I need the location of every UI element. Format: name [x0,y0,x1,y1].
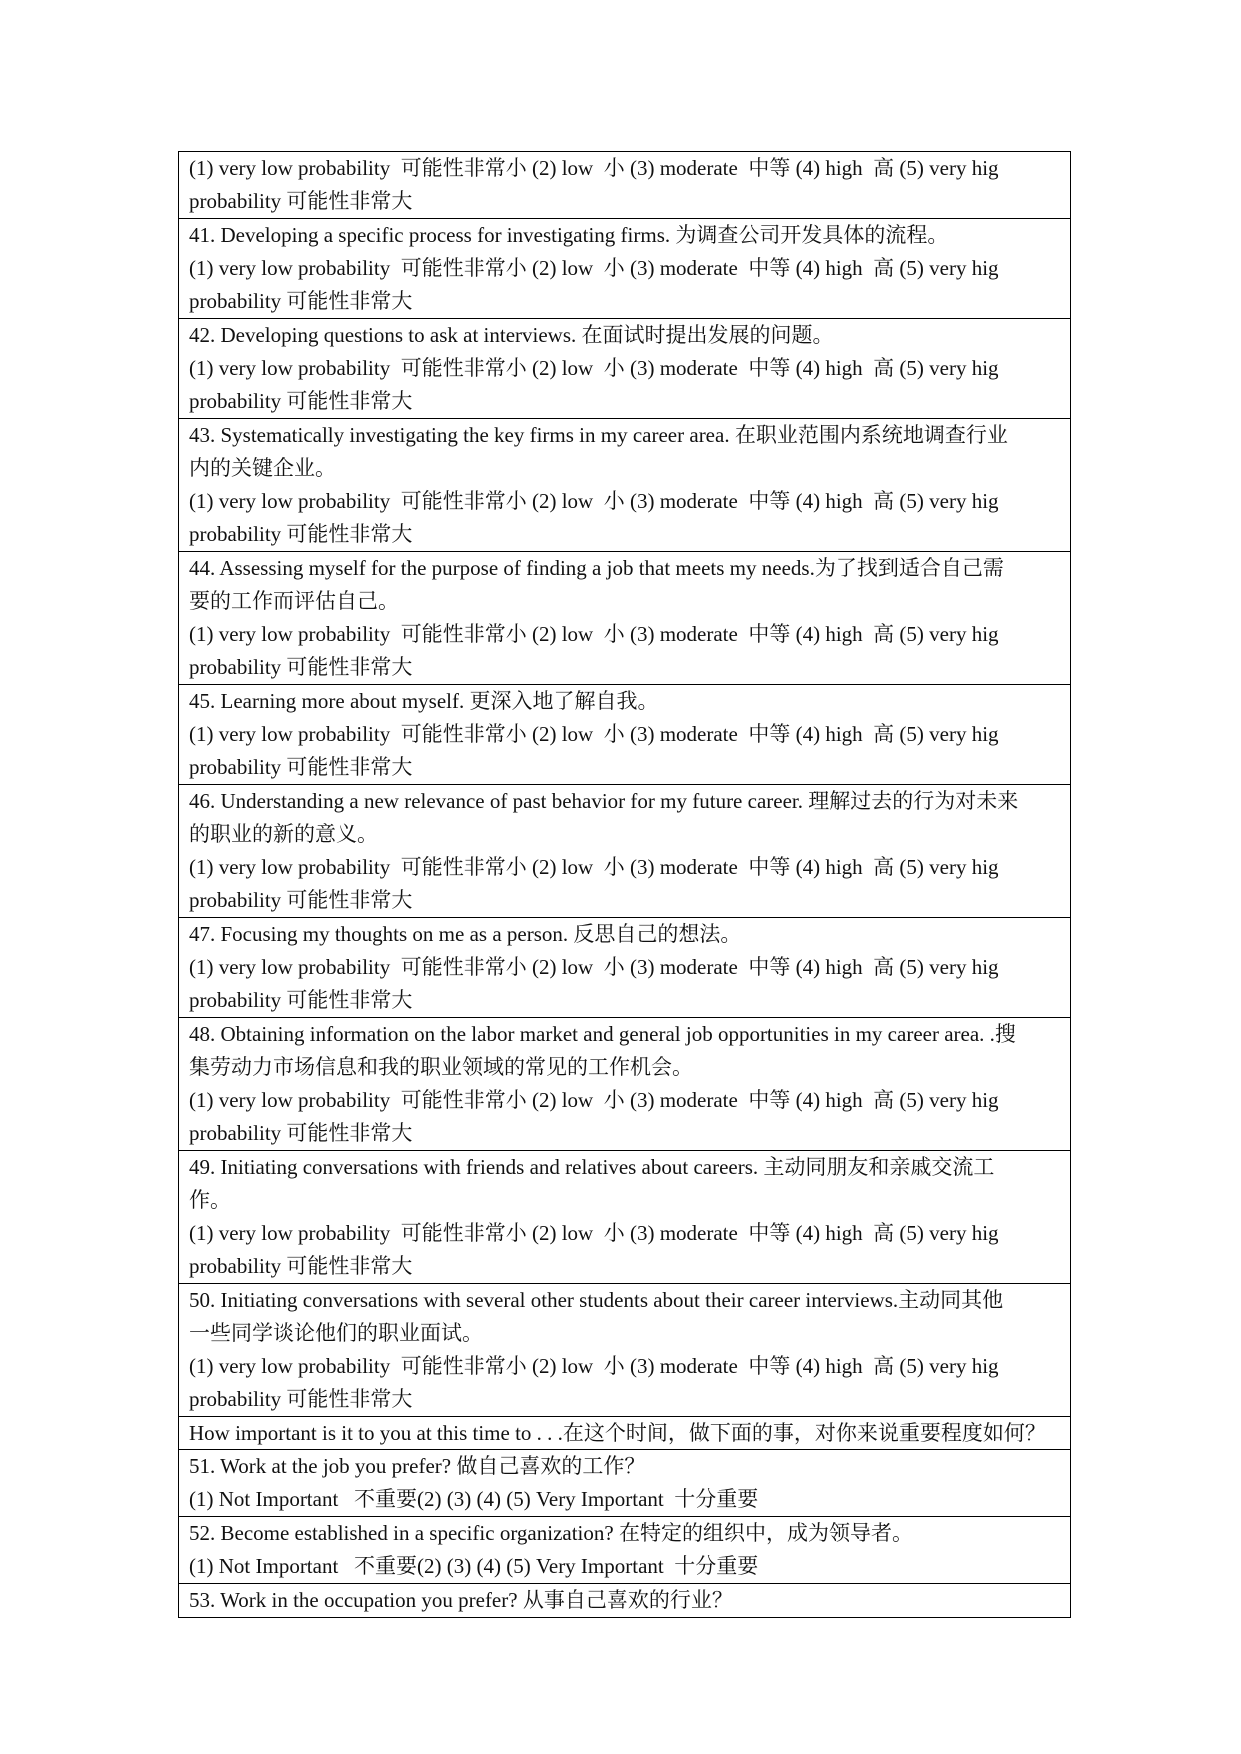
answer-scale-row-40 [179,152,1070,219]
question-43 [179,419,1070,552]
scale-options-cont: probability 可能性非常大 [189,655,413,679]
section-heading-text: How important is it to you at this time to . . .在这个时间，做下面的事，对你来说重要程度如何？ [189,1421,1046,1445]
scale-options: (1) very low probability 可能性非常小 (2) low 小 (3) moderate 中等 (4) high 高 (5) very hig [189,356,999,380]
question-text: 41. Developing a specific process for investigating firms. 为调查公司开发具体的流程。 [189,223,949,247]
question-text: 53. Work in the occupation you prefer? 从事自己喜欢的行业？ [189,1588,733,1612]
scale-options-cont: probability 可能性非常大 [189,1121,413,1145]
importance-options: (1) Not Important 不重要(2) (3) (4) (5) Very Important 十分重要 [189,1554,759,1578]
scale-options-cont: probability 可能性非常大 [189,755,413,779]
question-text: 44. Assessing myself for the purpose of finding a job that meets my needs.为了找到适合自己需 [189,556,1004,580]
scale-options-cont: probability 可能性非常大 [189,1254,413,1278]
scale-options-cont: probability 可能性非常大 [189,1387,413,1411]
scale-options-cont: probability 可能性非常大 [189,988,413,1012]
question-44 [179,552,1070,685]
question-text: 46. Understanding a new relevance of past behavior for my future career. 理解过去的行为对未来 [189,789,1019,813]
question-42 [179,319,1070,419]
questionnaire-table [178,151,1071,1618]
scale-options: (1) very low probability 可能性非常小 (2) low 小 (3) moderate 中等 (4) high 高 (5) very hig [189,855,999,879]
question-text-cont: 内的关键企业。 [189,456,336,480]
question-47 [179,918,1070,1018]
question-text: 50. Initiating conversations with several other students about their career interviews.主动同其他 [189,1288,1004,1312]
question-48 [179,1018,1070,1151]
scale-options: (1) very low probability 可能性非常小 (2) low 小 (3) moderate 中等 (4) high 高 (5) very hig [189,722,999,746]
question-text: 47. Focusing my thoughts on me as a person. 反思自己的想法。 [189,922,742,946]
question-text: 42. Developing questions to ask at interviews. 在面试时提出发展的问题。 [189,323,834,347]
scale-options-cont: probability 可能性非常大 [189,389,413,413]
question-text-cont: 的职业的新的意义。 [189,822,378,846]
importance-options: (1) Not Important 不重要(2) (3) (4) (5) Very Important 十分重要 [189,1487,759,1511]
section-heading [179,1417,1070,1450]
scale-options: (1) very low probability 可能性非常小 (2) low 小 (3) moderate 中等 (4) high 高 (5) very hig [189,1354,999,1378]
scale-options: (1) very low probability 可能性非常小 (2) low 小 (3) moderate 中等 (4) high 高 (5) very hig [189,1221,999,1245]
scale-options-cont: probability 可能性非常大 [189,888,413,912]
question-text: 52. Become established in a specific organization? 在特定的组织中，成为领导者。 [189,1521,913,1545]
scale-options-cont: probability 可能性非常大 [189,189,413,213]
question-52 [179,1517,1070,1584]
scale-options: (1) very low probability 可能性非常小 (2) low 小 (3) moderate 中等 (4) high 高 (5) very hig [189,1088,999,1112]
scale-options: (1) very low probability 可能性非常小 (2) low 小 (3) moderate 中等 (4) high 高 (5) very hig [189,156,999,180]
scale-options-cont: probability 可能性非常大 [189,289,413,313]
question-text: 48. Obtaining information on the labor market and general job opportunities in my career area. .搜 [189,1022,1016,1046]
scale-options: (1) very low probability 可能性非常小 (2) low 小 (3) moderate 中等 (4) high 高 (5) very hig [189,489,999,513]
question-45 [179,685,1070,785]
question-50 [179,1284,1070,1417]
question-text: 43. Systematically investigating the key firms in my career area. 在职业范围内系统地调查行业 [189,423,1008,447]
scale-options: (1) very low probability 可能性非常小 (2) low 小 (3) moderate 中等 (4) high 高 (5) very hig [189,622,999,646]
question-46 [179,785,1070,918]
question-51 [179,1450,1070,1517]
question-49 [179,1151,1070,1284]
question-text: 45. Learning more about myself. 更深入地了解自我。 [189,689,659,713]
question-41 [179,219,1070,319]
question-text-cont: 作。 [189,1188,231,1212]
question-text-cont: 要的工作而评估自己。 [189,589,399,613]
scale-options-cont: probability 可能性非常大 [189,522,413,546]
question-text-cont: 一些同学谈论他们的职业面试。 [189,1321,483,1345]
question-text: 51. Work at the job you prefer? 做自己喜欢的工作？ [189,1454,646,1478]
question-text: 49. Initiating conversations with friends and relatives about careers. 主动同朋友和亲戚交流工 [189,1155,995,1179]
scale-options: (1) very low probability 可能性非常小 (2) low 小 (3) moderate 中等 (4) high 高 (5) very hig [189,256,999,280]
question-53 [179,1584,1070,1618]
question-text-cont: 集劳动力市场信息和我的职业领域的常见的工作机会。 [189,1055,693,1079]
scale-options: (1) very low probability 可能性非常小 (2) low 小 (3) moderate 中等 (4) high 高 (5) very hig [189,955,999,979]
